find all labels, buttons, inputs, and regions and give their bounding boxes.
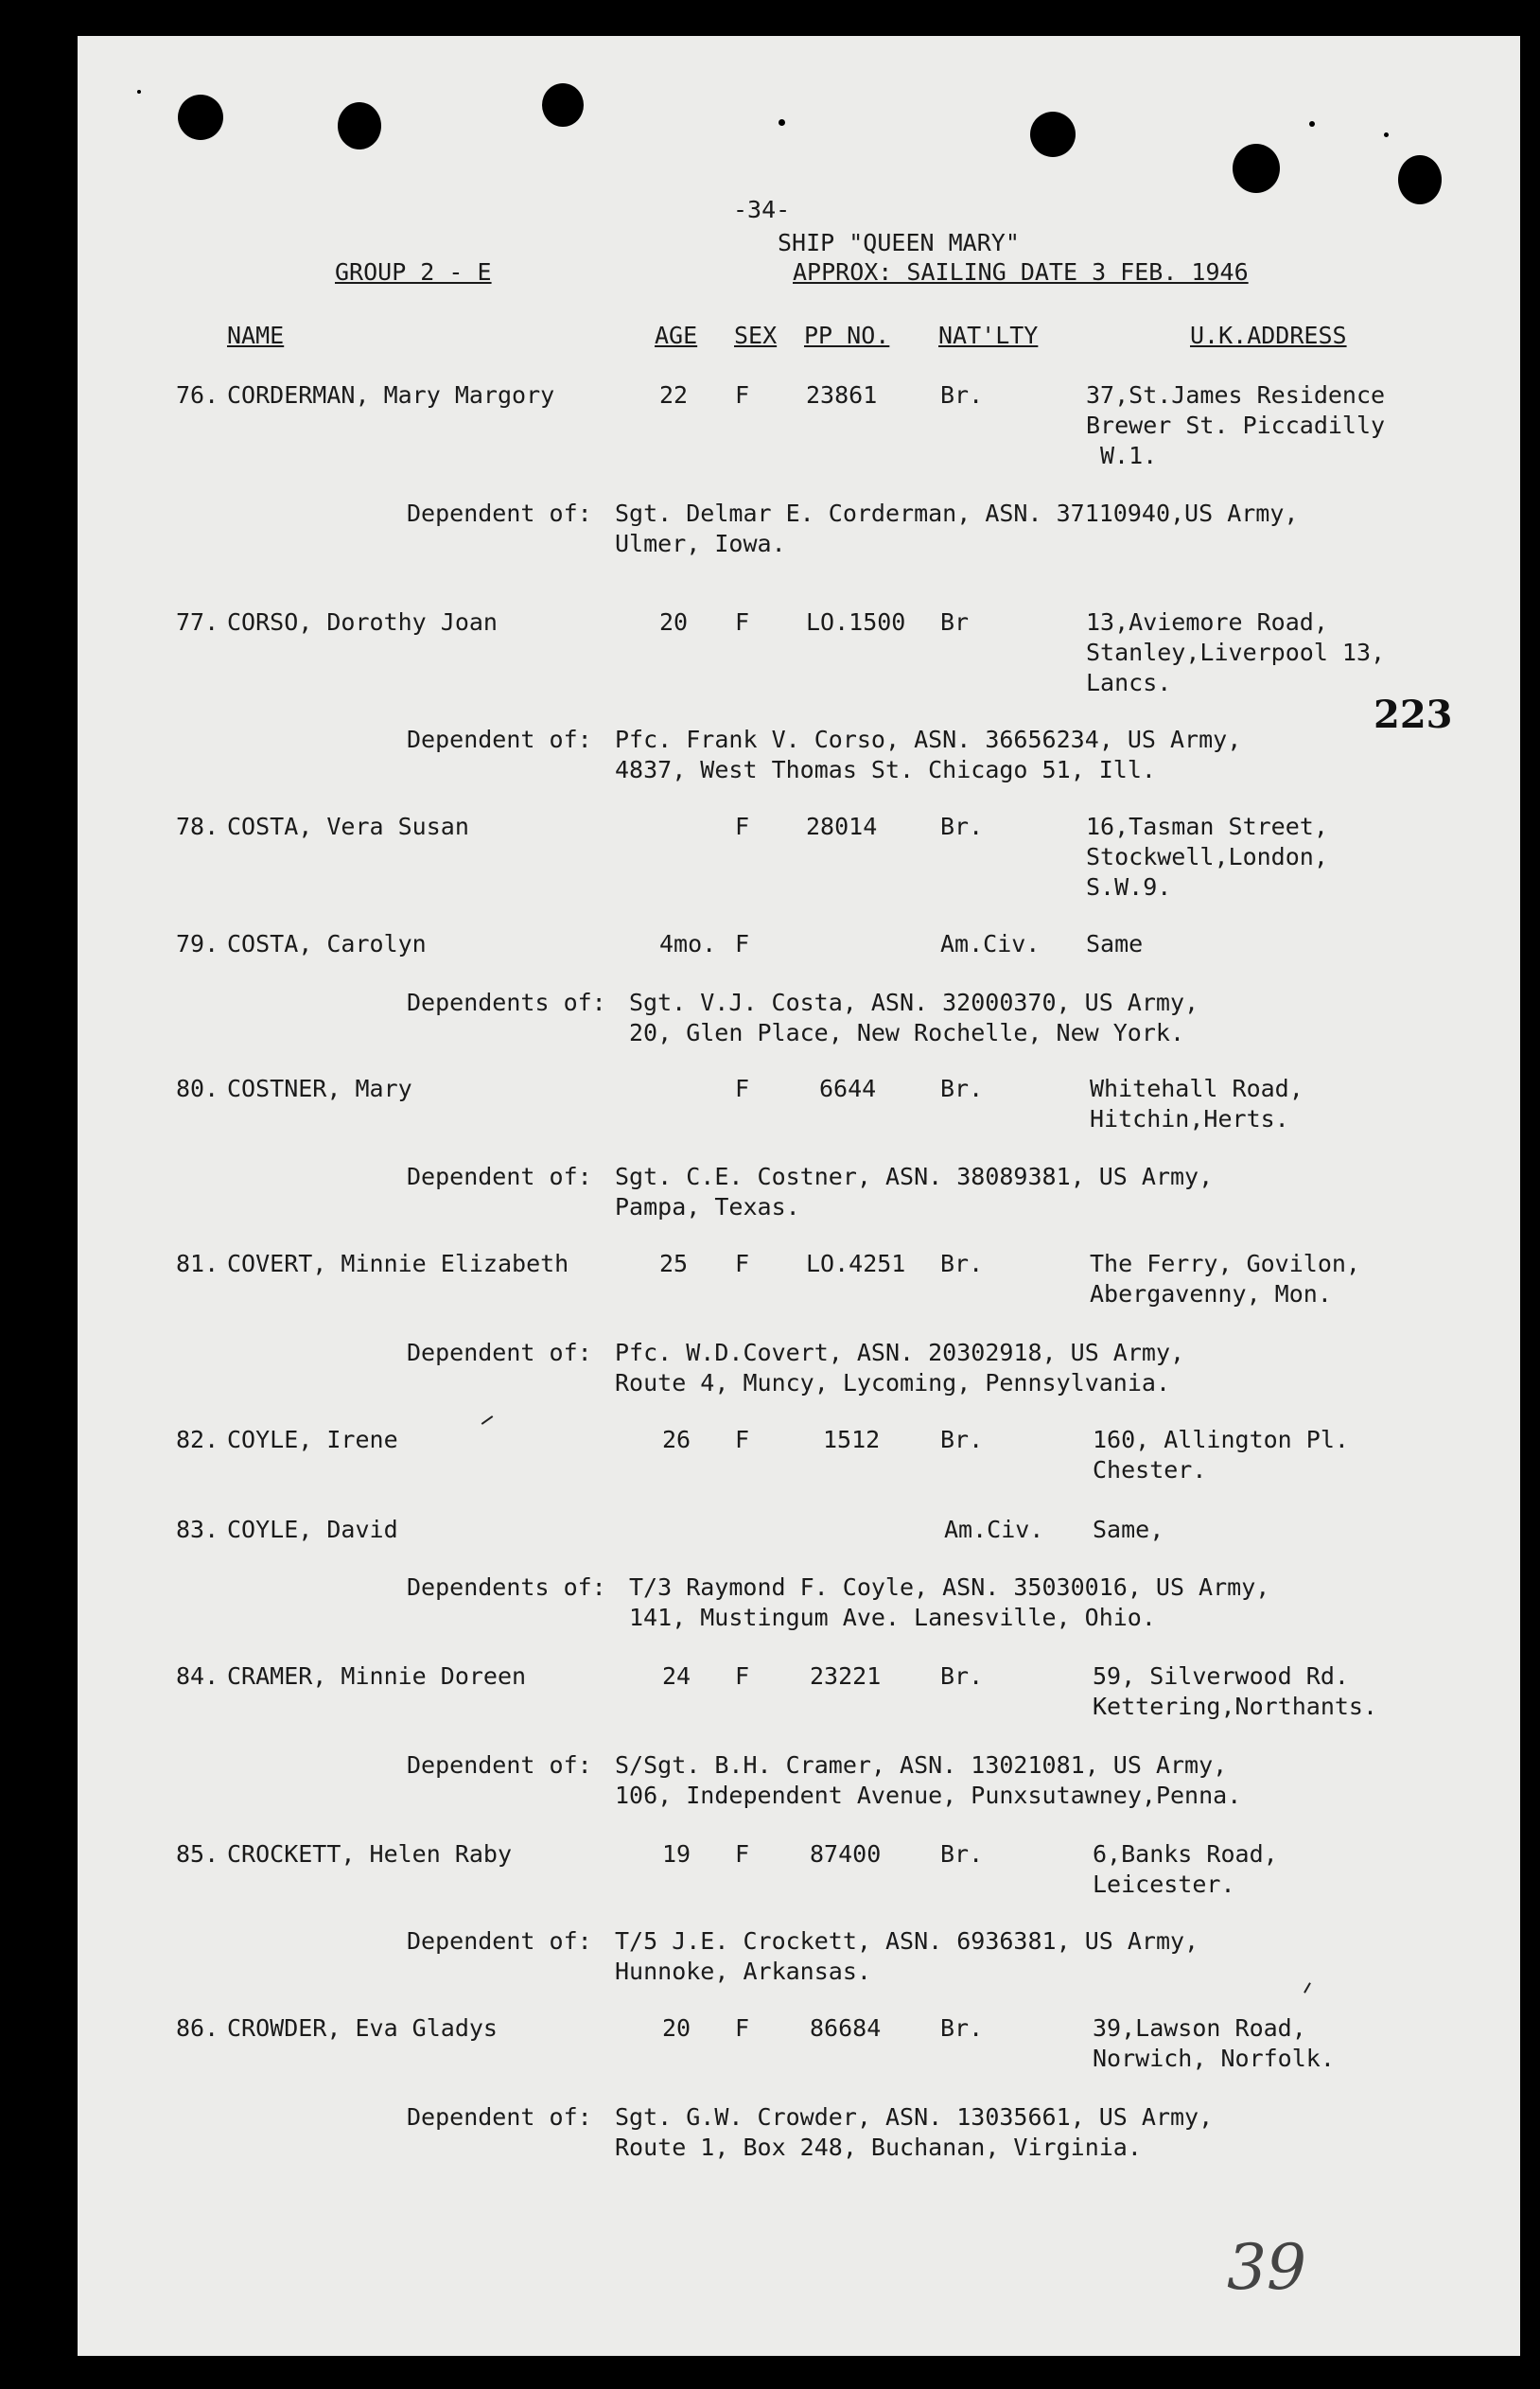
dependent-line: 4837, West Thomas St. Chicago 51, Ill. <box>615 756 1156 783</box>
entry-age: 24 <box>662 1662 691 1690</box>
col-header-nationality: NAT'LTY <box>938 322 1039 349</box>
entry-pp: 86684 <box>810 2014 882 2042</box>
punch-hole <box>542 83 584 127</box>
entry-address-line: 37,St.James Residence <box>1086 381 1386 409</box>
dependent-label: Dependents of: <box>407 1573 606 1601</box>
entry-pp: 87400 <box>810 1840 882 1868</box>
entry-address-line: W.1. <box>1100 442 1158 469</box>
entry-address-line: S.W.9. <box>1086 873 1172 901</box>
entry-address-line: Chester. <box>1093 1456 1207 1484</box>
specks <box>137 90 141 94</box>
dependent-line: Pampa, Texas. <box>615 1193 800 1221</box>
entry-address-line: Norwich, Norfolk. <box>1093 2045 1335 2072</box>
entry-number: 86. <box>176 2014 219 2042</box>
dependent-line: Pfc. W.D.Covert, ASN. 20302918, US Army, <box>615 1339 1185 1366</box>
entry-nationality: Br. <box>940 1662 984 1690</box>
entry-address-line: 59, Silverwood Rd. <box>1093 1662 1349 1690</box>
entry-nationality: Br <box>940 608 970 636</box>
dependent-line: Sgt. C.E. Costner, ASN. 38089381, US Army, <box>615 1163 1214 1190</box>
archive-stamp-number: 223 <box>1374 693 1453 737</box>
entry-pp: 23221 <box>810 1662 882 1690</box>
entry-age: 19 <box>662 1840 691 1868</box>
dependent-line: Sgt. V.J. Costa, ASN. 32000370, US Army, <box>629 989 1199 1016</box>
entry-sex: F <box>735 1426 750 1453</box>
dependent-label: Dependent of: <box>407 1751 592 1779</box>
entry-name: COSTA, Carolyn <box>227 930 427 957</box>
entry-age: 20 <box>659 608 689 636</box>
entry-number: 81. <box>176 1250 219 1277</box>
entry-sex: F <box>735 813 750 840</box>
dependent-label: Dependent of: <box>407 1927 592 1955</box>
entry-address-line: Same, <box>1093 1516 1164 1543</box>
dependent-label: Dependent of: <box>407 726 592 753</box>
entry-address-line: Same <box>1086 930 1144 957</box>
entry-number: 85. <box>176 1840 219 1868</box>
entry-sex: F <box>735 1840 750 1868</box>
entry-name: COSTA, Vera Susan <box>227 813 469 840</box>
dependent-line: Ulmer, Iowa. <box>615 530 786 557</box>
dependent-line: T/5 J.E. Crockett, ASN. 6936381, US Army, <box>615 1927 1199 1955</box>
entry-sex: F <box>735 1662 750 1690</box>
entry-age: 25 <box>659 1250 689 1277</box>
entry-sex: F <box>735 2014 750 2042</box>
page-number: -34- <box>733 196 791 223</box>
entry-pp: 6644 <box>819 1075 877 1102</box>
entry-age: 22 <box>659 381 689 409</box>
entry-nationality: Br. <box>940 1840 984 1868</box>
dependent-label: Dependent of: <box>407 1339 592 1366</box>
entry-address-line: Brewer St. Piccadilly <box>1086 412 1386 439</box>
handwritten-page-number: 39 <box>1227 2231 1306 2304</box>
entry-pp: 28014 <box>806 813 878 840</box>
entry-age: 4mo. <box>659 930 717 957</box>
entry-age: 26 <box>662 1426 691 1453</box>
specks <box>1384 132 1389 137</box>
dependent-label: Dependent of: <box>407 1163 592 1190</box>
punch-hole <box>178 95 223 140</box>
entry-name: CROWDER, Eva Gladys <box>227 2014 498 2042</box>
dependent-line: 20, Glen Place, New Rochelle, New York. <box>629 1019 1184 1046</box>
entry-number: 82. <box>176 1426 219 1453</box>
entry-address-line: 6,Banks Road, <box>1093 1840 1278 1868</box>
dependent-line: Route 1, Box 248, Buchanan, Virginia. <box>615 2134 1142 2161</box>
entry-address-line: 39,Lawson Road, <box>1093 2014 1306 2042</box>
entry-number: 77. <box>176 608 219 636</box>
entry-nationality: Br. <box>940 813 984 840</box>
entry-nationality: Br. <box>940 1426 984 1453</box>
entry-name: CROCKETT, Helen Raby <box>227 1840 513 1868</box>
entry-number: 84. <box>176 1662 219 1690</box>
entry-address-line: Stanley,Liverpool 13, <box>1086 639 1386 666</box>
dependent-line: Sgt. G.W. Crowder, ASN. 13035661, US Army, <box>615 2103 1214 2131</box>
entry-address-line: Hitchin,Herts. <box>1090 1105 1289 1133</box>
entry-nationality: Br. <box>940 2014 984 2042</box>
entry-pp: 1512 <box>823 1426 881 1453</box>
dependent-line: Sgt. Delmar E. Corderman, ASN. 37110940,US Army, <box>615 500 1299 527</box>
dependent-line: 106, Independent Avenue, Punxsutawney,Penna. <box>615 1782 1242 1809</box>
entry-address-line: Kettering,Northants. <box>1093 1693 1378 1720</box>
col-header-name: NAME <box>227 322 285 349</box>
dependent-line: Hunnoke, Arkansas. <box>615 1958 871 1985</box>
entry-address-line: 160, Allington Pl. <box>1093 1426 1349 1453</box>
entry-name: COVERT, Minnie Elizabeth <box>227 1250 569 1277</box>
dependent-line: Route 4, Muncy, Lycoming, Pennsylvania. <box>615 1369 1170 1397</box>
entry-address-line: Lancs. <box>1086 669 1172 696</box>
entry-pp: LO.1500 <box>806 608 906 636</box>
entry-address-line: The Ferry, Govilon, <box>1090 1250 1360 1277</box>
punch-hole <box>338 102 381 149</box>
col-header-sex: SEX <box>734 322 778 349</box>
entry-sex: F <box>735 930 750 957</box>
entry-sex: F <box>735 608 750 636</box>
entry-number: 80. <box>176 1075 219 1102</box>
entry-address-line: Abergavenny, Mon. <box>1090 1280 1332 1308</box>
dependent-line: T/3 Raymond F. Coyle, ASN. 35030016, US Army, <box>629 1573 1270 1601</box>
entry-name: CORSO, Dorothy Joan <box>227 608 498 636</box>
entry-nationality: Br. <box>940 1250 984 1277</box>
entry-number: 78. <box>176 813 219 840</box>
entry-number: 76. <box>176 381 219 409</box>
dependent-label: Dependents of: <box>407 989 606 1016</box>
punch-hole <box>1398 155 1442 204</box>
entry-address-line: Stockwell,London, <box>1086 843 1328 870</box>
entry-address-line: Whitehall Road, <box>1090 1075 1304 1102</box>
punch-hole <box>1233 144 1280 193</box>
entry-nationality: Br. <box>940 1075 984 1102</box>
col-header-age: AGE <box>655 322 698 349</box>
entry-address-line: 16,Tasman Street, <box>1086 813 1328 840</box>
entry-age: 20 <box>662 2014 691 2042</box>
entry-pp: LO.4251 <box>806 1250 906 1277</box>
entry-sex: F <box>735 381 750 409</box>
specks <box>1309 121 1315 127</box>
entry-number: 83. <box>176 1516 219 1543</box>
entry-address-line: 13,Aviemore Road, <box>1086 608 1328 636</box>
dependent-line: 141, Mustingum Ave. Lanesville, Ohio. <box>629 1604 1156 1631</box>
entry-nationality: Am.Civ. <box>944 1516 1044 1543</box>
entry-nationality: Br. <box>940 381 984 409</box>
entry-name: COYLE, Irene <box>227 1426 398 1453</box>
entry-sex: F <box>735 1075 750 1102</box>
entry-pp: 23861 <box>806 381 878 409</box>
entry-name: CORDERMAN, Mary Margory <box>227 381 555 409</box>
entry-name: COSTNER, Mary <box>227 1075 412 1102</box>
entry-number: 79. <box>176 930 219 957</box>
specks <box>779 119 785 126</box>
sailing-date: APPROX: SAILING DATE 3 FEB. 1946 <box>793 258 1249 286</box>
col-header-address: U.K.ADDRESS <box>1190 322 1347 349</box>
entry-name: COYLE, David <box>227 1516 398 1543</box>
entry-address-line: Leicester. <box>1093 1871 1235 1898</box>
entry-nationality: Am.Civ. <box>940 930 1041 957</box>
dependent-line: S/Sgt. B.H. Cramer, ASN. 13021081, US Army, <box>615 1751 1228 1779</box>
ship-name: SHIP "QUEEN MARY" <box>778 229 1020 256</box>
dependent-label: Dependent of: <box>407 2103 592 2131</box>
entry-name: CRAMER, Minnie Doreen <box>227 1662 527 1690</box>
dependent-line: Pfc. Frank V. Corso, ASN. 36656234, US Army, <box>615 726 1242 753</box>
punch-hole <box>1030 112 1076 157</box>
dependent-label: Dependent of: <box>407 500 592 527</box>
entry-sex: F <box>735 1250 750 1277</box>
col-header-pp: PP NO. <box>804 322 890 349</box>
group-label: GROUP 2 - E <box>335 258 492 286</box>
